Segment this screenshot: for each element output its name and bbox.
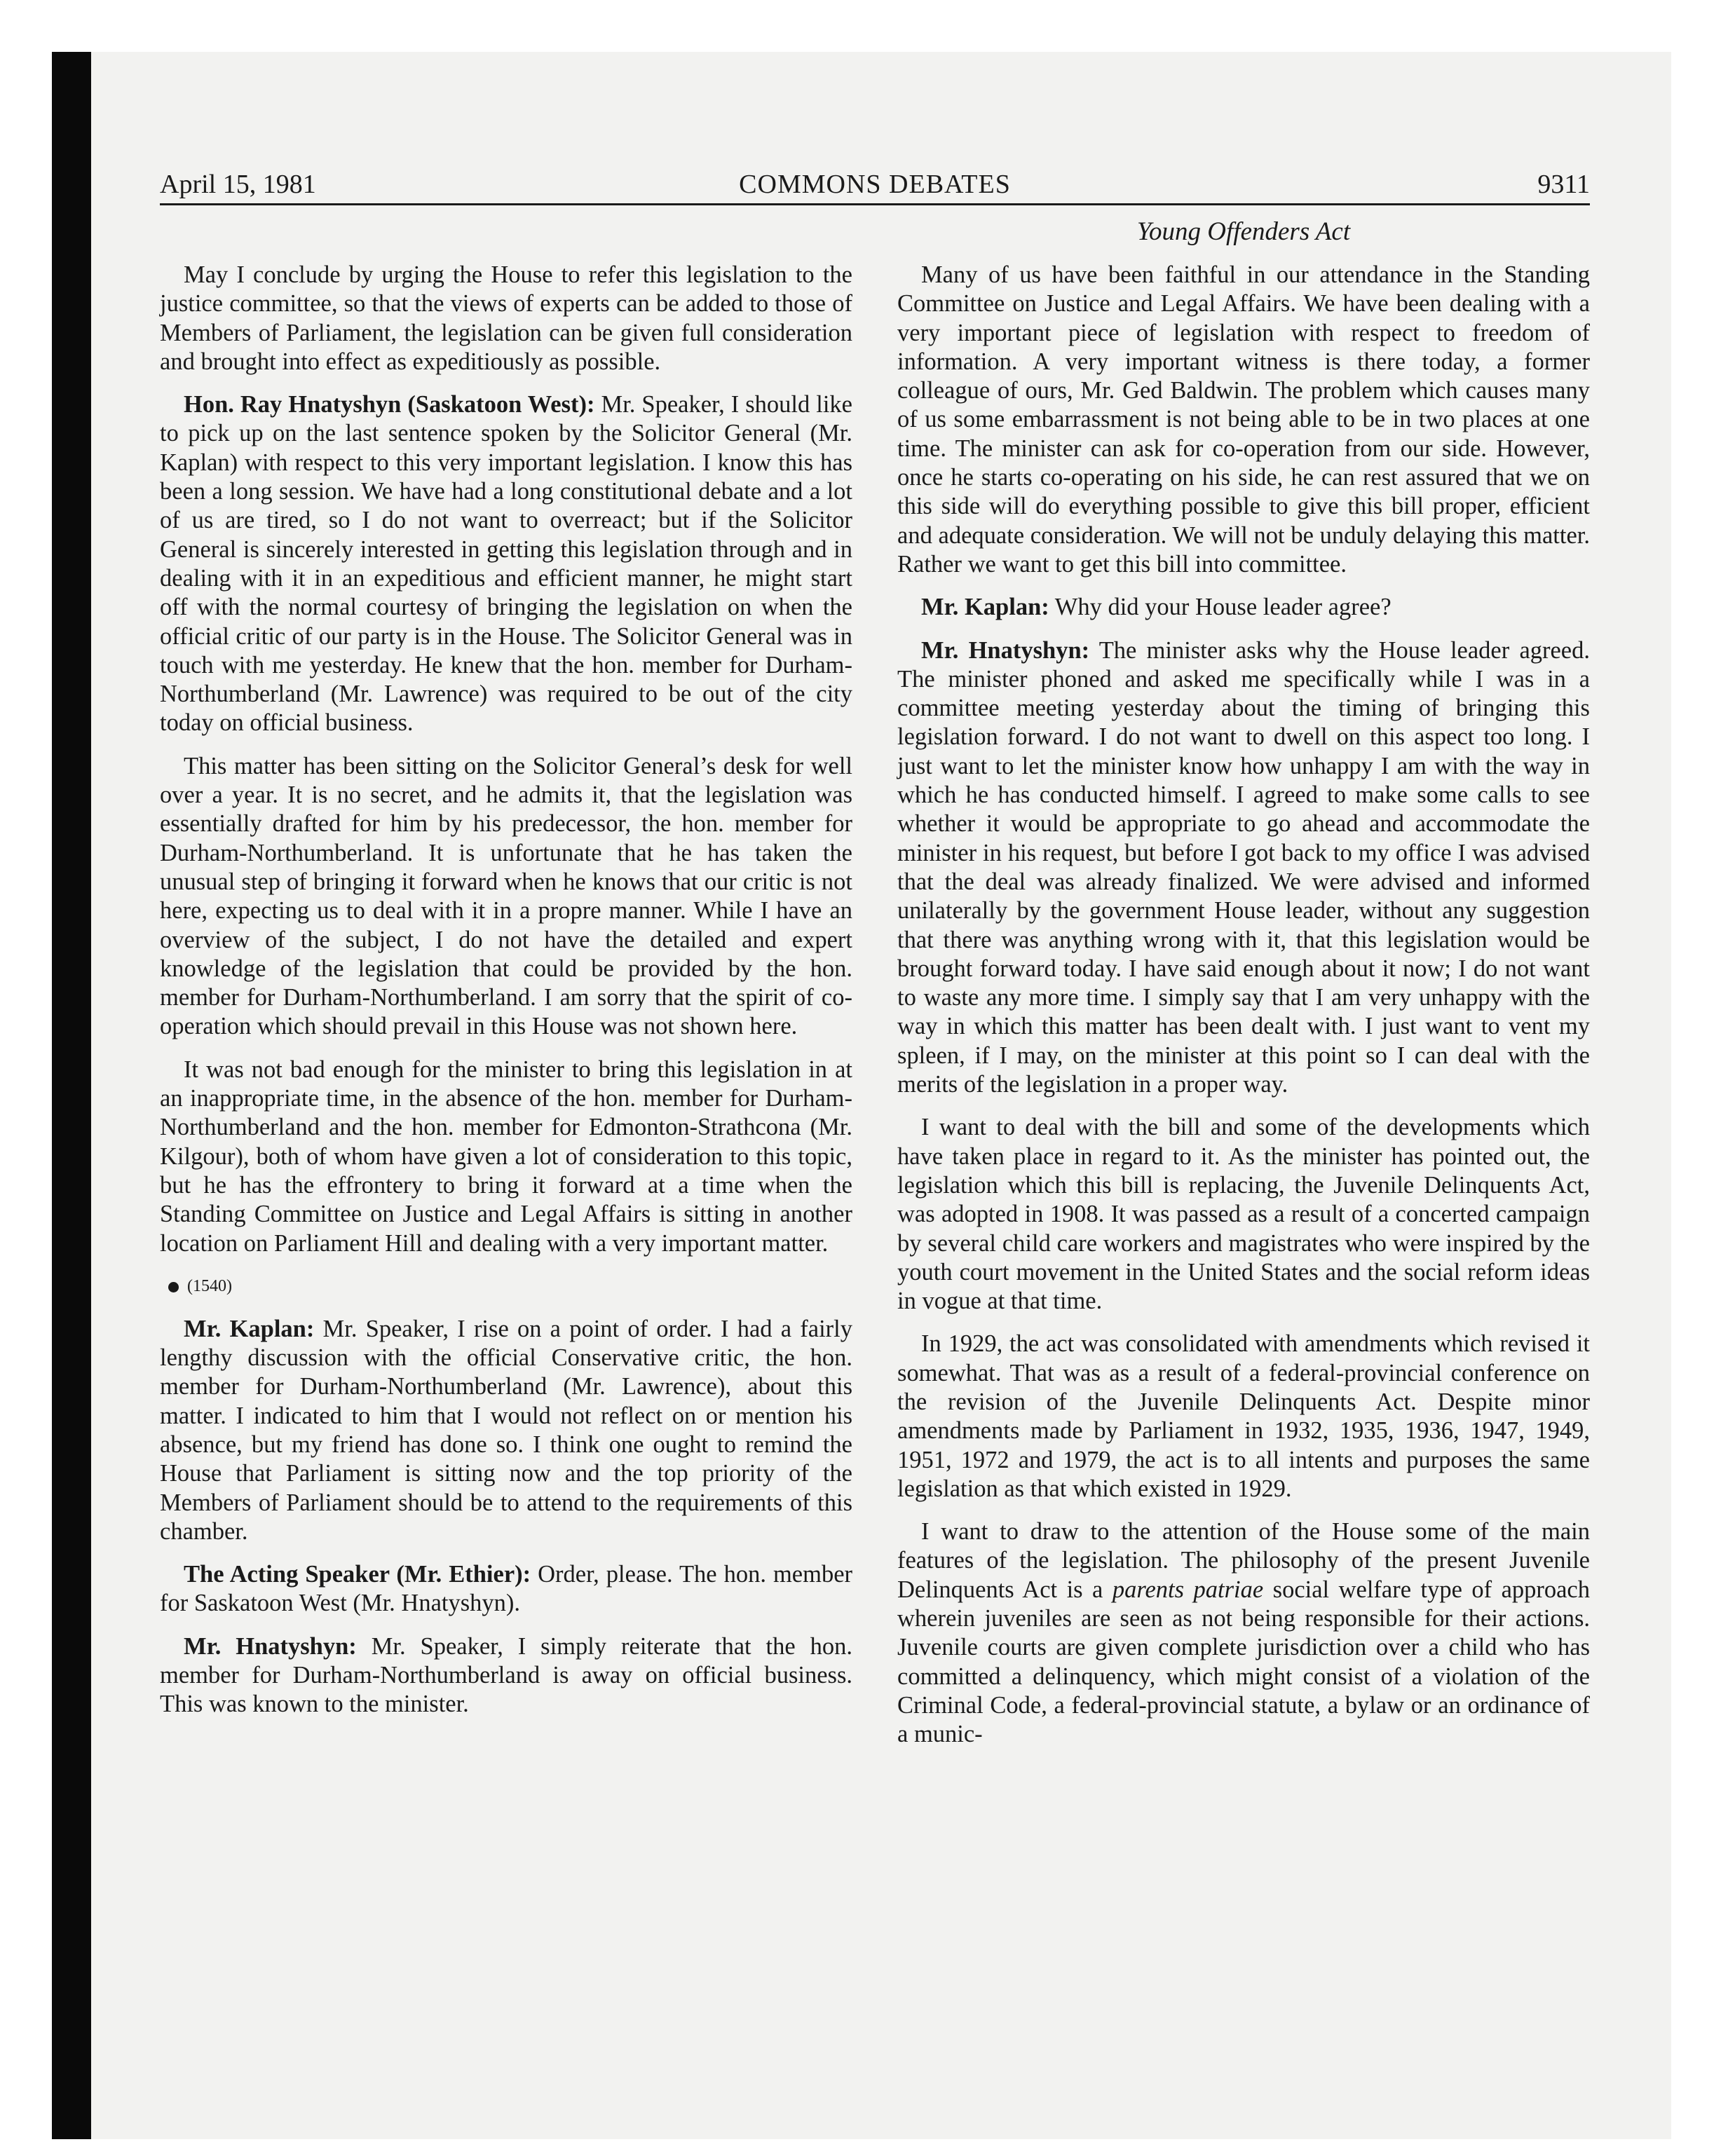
speech-paragraph (160, 1315, 852, 1546)
paragraph-text: I want to draw to the attention of the House some of the main features of the legislation. The philosophy of the present Juvenile Delinquents Act is a (897, 1518, 1590, 1603)
bullet-icon (168, 1282, 179, 1292)
left-column (160, 261, 852, 1733)
paragraph: May I conclude by urging the House to refer this legislation to the justice committee, so that the views of experts can be added to those of Members of Parliament, the legislation can be given full consideration and brought into effect as expeditiously as possible. (160, 261, 852, 375)
speaker-name: Mr. Kaplan: (921, 594, 1049, 621)
paragraph: I want to deal with the bill and some of the developments which have taken place in regard to it. As the minister has pointed out, the legislation which this bill is replacing, the Juvenile Delinquents Act, was adopted in 1908. It was passed as a result of a concerted campaign by several child care workers and magistrates who were inspired by the youth court movement in the United States and the social reform ideas in vogue at that time. (897, 1114, 1590, 1315)
binding-edge (52, 52, 91, 2139)
running-topic: Young Offenders Act (1136, 217, 1351, 246)
header-rule (160, 203, 1590, 205)
speech-paragraph (897, 636, 1590, 1100)
page-header (160, 167, 1590, 202)
speech-text: The minister asks why the House leader agreed. The minister phoned and asked me specifically while I was in a committee meeting yesterday about the timing of bringing this legislation forward. I do not want to dwell on this aspect too long. I just want to let the minister know how unhappy I am with the way in which he has conducted himself. I agreed to make some calls to see whether it would be appropriate to go ahead and accommodate the minister in his request, but before I got back to my office I was advised that the deal was already finalized. We were advised and informed unilaterally by the government House leader, without any suggestion that there was anything wrong with it, that this legislation would be brought forward today. I have said enough about it now; I do not want to waste any more time. I simply say that I am very unhappy with the way in which this matter has been dealt with. I just want to vent my spleen, if I may, on the minister at this point so I can deal with the merits of the legislation in a proper way. (897, 636, 1590, 1098)
paragraph: It was not bad enough for the minister to bring this legislation in at an inappropriate time, in the absence of the hon. member for Durham-Northumberland and the hon. member for Edmonton-Strathcona (Mr. Kilgour), both of whom have given a lot of consideration to this topic, but he has the effrontery to bring it forward at a time when the Standing Committee on Justice and Legal Affairs is sitting in another location on Parliament Hill and dealing with a very important matter. (160, 1056, 852, 1257)
speech-paragraph (160, 1632, 852, 1719)
right-column (897, 261, 1590, 1763)
header-page-number: 9311 (1537, 170, 1590, 199)
speech-text: Why did your House leader agree? (1049, 594, 1392, 621)
paragraph (897, 1517, 1590, 1749)
header-date: April 15, 1981 (160, 170, 316, 199)
speaker-name: Mr. Hnatyshyn: (921, 636, 1090, 664)
speech-text: Mr. Speaker, I simply reiterate that the hon. member for Durham-Northumberland is away on official business. This was known to the minister. (160, 1632, 852, 1718)
paragraph: In 1929, the act was consolidated with amendments which revised it somewhat. That was as a result of a federal-provincial conference on the revision of the Juvenile Delinquents Act. Despite minor amendments made by Parliament in 1932, 1935, 1936, 1947, 1949, 1951, 1972 and 1979, the act is to all intents and purposes the same legislation as that which existed in 1929. (897, 1330, 1590, 1502)
paragraph: This matter has been sitting on the Solicitor General’s desk for well over a year. It is no secret, and he admits it, that the legislation was essentially drafted for him by his predecessor, the hon. member for Durham-Northumberland. It is unfortunate that he has taken the unusual step of bringing it forward when he knows that our critic is not here, expecting us to deal with it in a propre manner. While I have an overview of the subject, I do not have the detailed and expert knowledge of the legislation that could be provided by the hon. member for Durham-Northumberland. I am sorry that the spirit of cooperation which should prevail in this House was not shown here. (160, 752, 852, 1040)
speech-text: Order, please. The hon. member for Saskatoon West (Mr. Hnatyshyn). (160, 1561, 853, 1617)
speech-paragraph (160, 1560, 852, 1618)
speaker-name: The Acting Speaker (Mr. Ethier): (184, 1561, 531, 1588)
speech-text: Mr. Speaker, I rise on a point of order. I had a fairly lengthy discussion with the official Conservative critic, the hon. member for Durham-Northumberland (Mr. Lawrence), about this matter. I indicated to him that I would not reflect on or mention his absence, but my friend has done so. I think one ought to remind the House that Parliament is sitting now and the top priority of the Members of Parliament should be to attend to the requirements of this chamber. (160, 1315, 852, 1545)
speaker-name: Mr. Kaplan: (184, 1315, 315, 1342)
speaker-name: Mr. Hnatyshyn: (184, 1632, 357, 1660)
speech-text: Mr. Speaker, I should like to pick up on the last sentence spoken by the Solicitor General (Mr. Kaplan) with respect to this very important legislation. I know this has been a long session. We have had a long constitutional debate and a lot of us are tired, so I do not want to overreact; but if the Solicitor General is sincerely interested in getting this legislation through and in dealing with it in an expeditious and efficient manner, he might start off with the normal courtesy of bringing the legislation on when the official critic of our party is in the House. The Solicitor General was in touch with me yesterday. He knew that the hon. member for Durham-Northumberland (Mr. Lawrence) was required to be out of the city today on official business. (160, 391, 852, 737)
speech-paragraph (897, 593, 1590, 622)
speech-paragraph (160, 390, 852, 738)
speaker-name: Hon. Ray Hnatyshyn (Saskatoon West): (184, 391, 595, 418)
time-marker-label: (1540) (187, 1276, 232, 1295)
latin-term: parents patriae (1112, 1576, 1264, 1603)
header-publication: COMMONS DEBATES (739, 170, 1011, 199)
time-marker (160, 1272, 852, 1301)
paragraph-text: social welfare type of approach wherein juveniles are seen as not being responsible for their actions. Juvenile courts are given complete jurisdiction over a child who has committed a delinquency, which might consist of a violation of the Criminal Code, a federal-provincial statute, a bylaw or an ordinance of a munic- (897, 1576, 1590, 1748)
paragraph: Many of us have been faithful in our attendance in the Standing Committee on Justice and Legal Affairs. We have been dealing with a very important piece of legislation with respect to freedom of information. A very important witness is there today, a former colleague of ours, Mr. Ged Baldwin. The problem which causes many of us some embarrassment is not being able to be in two places at one time. The minister can ask for co-operation from our side. However, once he starts co-operating on his side, he can rest assured that we on this side will do everything possible to give this bill proper, efficient and adequate consideration. We will not be unduly delaying this matter. Rather we want to get this bill into committee. (897, 261, 1590, 578)
